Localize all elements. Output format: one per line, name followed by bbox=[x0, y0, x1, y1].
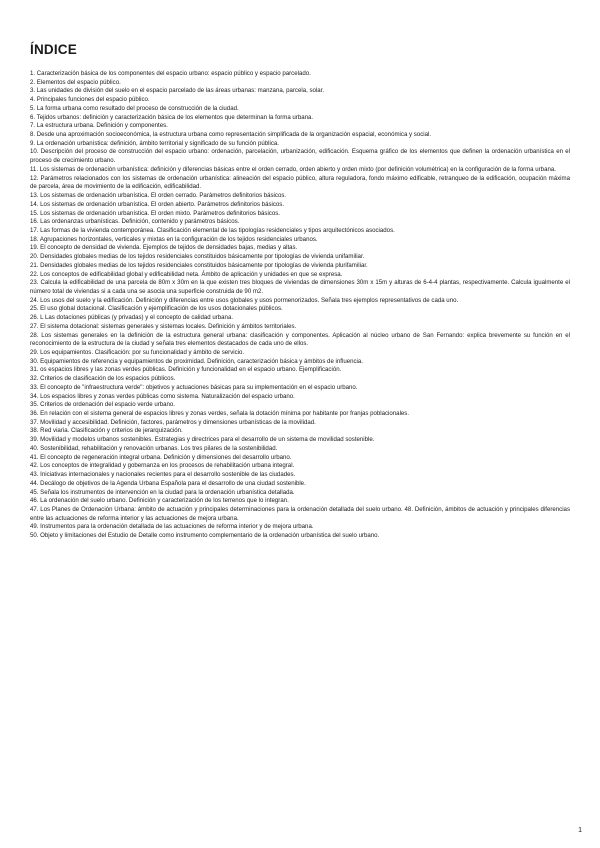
index-item: 10. Descripción del proceso de construcción del espacio urbano: ordenación, parcelación, urbanización, edificación. Esquema gráfico de los elementos que definen la ordenación urbanística en el proceso de crecimiento urbano. bbox=[30, 148, 570, 165]
index-item: 20. Densidades globales medias de los tejidos residenciales constituidos básicamente por tipologías de vivienda unifamiliar. bbox=[30, 253, 365, 261]
index-item: 14. Los sistemas de ordenación urbanística. El orden abierto. Parámetros definitorios básicos. bbox=[30, 200, 285, 208]
index-item: 41. El concepto de regeneración integral urbana. Definición y dimensiones del desarrollo urbano. bbox=[30, 453, 292, 461]
index-item: 37. Movilidad y accesibilidad. Definición, factores, parámetros y dimensiones urbanísticas de la movilidad. bbox=[30, 418, 316, 426]
index-item: 1. Caracterización básica de los componentes del espacio urbano: espacio público y espacio parcelado. bbox=[30, 70, 311, 77]
index-item: 11. Los sistemas de ordenación urbanística: definición y diferencias básicas entre el orden cerrado, orden abierto y orden mixto (por definición volumétrica) en la configuración de la forma urbana. bbox=[30, 165, 556, 173]
page-number: 1 bbox=[578, 827, 582, 834]
index-item: 44. Decálogo de objetivos de la Agenda Urbana Española para el desarrollo de una ciudad sostenible. bbox=[30, 479, 306, 487]
index-item: 49. Instrumentos para la ordenación detallada de las actuaciones de reforma interior y de mejora urbana. bbox=[30, 523, 314, 531]
index-item: 13. Los sistemas de ordenación urbanística. El orden cerrado. Parámetros definitorios básicos. bbox=[30, 192, 287, 200]
index-item: 33. El concepto de "infraestructura verde": objetivos y actuaciones básicas para su implementación en el espacio urbano. bbox=[30, 383, 358, 391]
index-item: 31. os espacios libres y las zonas verdes públicas. Definición y funcionalidad en el espacio urbano. Ejemplificación. bbox=[30, 366, 342, 374]
index-item: 42. Los conceptos de integralidad y gobernanza en los procesos de rehabilitación urbana integral. bbox=[30, 462, 295, 470]
index-item: 29. Los equipamientos. Clasificación: por su funcionalidad y ámbito de servicio. bbox=[30, 349, 245, 356]
index-item: 30. Equipamientos de referencia y equipamientos de proximidad. Definición, caracterización básica y ámbitos de influencia. bbox=[30, 357, 363, 365]
index-item: 39. Movilidad y modelos urbanos sostenibles. Estrategias y directrices para el desarrollo de un sistema de movilidad sostenible. bbox=[30, 436, 375, 444]
index-item: 43. Iniciativas internacionales y nacionales recientes para el desarrollo sostenible de las ciudades. bbox=[30, 471, 296, 479]
index-item: 24. Los usos del suelo y la edificación. Definición y diferencias entre usos globales y usos pormenorizados. Señala tres ejemplos representativos de cada uno. bbox=[30, 296, 459, 304]
index-item: 35. Criterios de ordenación del espacio verde urbano. bbox=[30, 401, 175, 409]
index-item: 16. Las ordenanzas urbanísticas. Definición, contenido y parámetros básicos. bbox=[30, 218, 240, 226]
index-list bbox=[30, 70, 570, 541]
page-title: ÍNDICE bbox=[30, 42, 77, 57]
index-item: 25. El uso global dotacional. Clasificación y ejemplificación de los usos dotacionales públicos. bbox=[30, 305, 283, 313]
index-item: 3. Las unidades de división del suelo en el espacio parcelado de las áreas urbanas: manzana, parcela, solar. bbox=[30, 87, 325, 95]
index-item: 27. El sistema dotacional: sistemas generales y sistemas locales. Definición y ámbitos territoriales. bbox=[30, 322, 297, 330]
index-item: 47. Los Planes de Ordenación Urbana: ámbito de actuación y principales determinaciones para la ordenación detallada del suelo urbano. 48. Definición, ámbitos de actuación y principales diferencias entre las actuaciones de reforma interior y las actuaciones de mejora urbana. bbox=[30, 505, 570, 522]
index-item: 15. Los sistemas de ordenación urbanística. El orden mixto. Parámetros definitorios básicos. bbox=[30, 209, 280, 217]
index-item: 21. Densidades globales medias de los tejidos residenciales constituidos básicamente por tipologías de vivienda plurifamiliar. bbox=[30, 261, 368, 269]
index-item: 6. Tejidos urbanos: definición y caracterización básica de los elementos que determinan la forma urbana. bbox=[30, 113, 314, 121]
index-item: 40. Sostenibilidad, rehabilitación y renovación urbanas. Los tres pilares de la sostenibilidad. bbox=[30, 444, 278, 452]
index-item: 17. Las formas de la vivienda contemporánea. Clasificación elemental de las tipologías residenciales y tipos arquitectónicos asociados. bbox=[30, 226, 395, 234]
index-item: 28. Los sistemas generales en la definición de la estructura general urbana: clasificación y componentes. Aplicación al núcleo urbano de San Fernando: explica brevemente su función en el reconocimiento de la estructura de la ciudad y señala tres elementos destacados de cada uno de ellos. bbox=[30, 331, 570, 348]
index-item: 5. La forma urbana como resultado del proceso de construcción de la ciudad. bbox=[30, 104, 239, 112]
index-item: 50. Objeto y limitaciones del Estudio de Detalle como instrumento complementario de la ordenación urbanística del suelo urbano. bbox=[30, 532, 380, 540]
index-item: 8. Desde una aproximación socioeconómica, la estructura urbana como representación simplificada de la organización espacial, económica y social. bbox=[30, 131, 432, 139]
index-item: 23. Calcula la edificabilidad de una parcela de 80m x 30m en la que existen tres bloques de viviendas de dimensiones 30m x 15m y alturas de 6-4-4 plantas, respectivamente. Calcula igualmente el número total de viviendas si a cada una se asocia una superficie construida de 90 m2. bbox=[30, 279, 570, 295]
index-item: 12. Parámetros relacionados con los sistemas de ordenación urbanística: alineación del espacio público, altura reguladora, fondo máximo edificable, retranqueo de la edificación, ocupación máxima de parcela, área de movimiento de la edificación, edificabilidad. bbox=[30, 174, 570, 191]
index-item: 38. Red viaria. Clasificación y criterios de jerarquización. bbox=[30, 427, 183, 435]
index-item: 22. Los conceptos de edificabilidad global y edificabilidad neta. Ámbito de aplicación y unidades en que se expresa. bbox=[30, 270, 343, 278]
index-item: 36. En relación con el sistema general de espacios libres y zonas verdes, señala la dotación mínima por habitante por franjas poblacionales. bbox=[30, 410, 410, 418]
index-item: 46. La ordenación del suelo urbano. Definición y caracterización de los terrenos que lo integran. bbox=[30, 497, 289, 505]
index-item: 4. Principales funciones del espacio público. bbox=[30, 96, 150, 104]
index-item: 7. La estructura urbana. Definición y componentes. bbox=[30, 122, 168, 130]
index-item: 32. Criterios de clasificación de los espacios públicos. bbox=[30, 375, 176, 383]
index-item: 34. Los espacios libres y zonas verdes públicas como sistema. Naturalización del espacio urbano. bbox=[30, 392, 295, 400]
index-item: 26. L Las dotaciones públicas (y privadas) y el concepto de calidad urbana. bbox=[30, 314, 234, 322]
index-item: 45. Señala los instrumentos de intervención en la ciudad para la ordenación urbanística detallada. bbox=[30, 488, 295, 496]
index-item: 19. El concepto de densidad de vivienda. Ejemplos de tejidos de densidades bajas, medias y altas. bbox=[30, 244, 298, 252]
index-item: 18. Agrupaciones horizontales, verticales y mixtas en la configuración de los tejidos residenciales urbanos. bbox=[30, 235, 318, 243]
index-item: 2. Elementos del espacio público. bbox=[30, 78, 121, 86]
index-item: 9. La ordenación urbanística: definición, ámbito territorial y significado de su función pública. bbox=[30, 139, 279, 147]
